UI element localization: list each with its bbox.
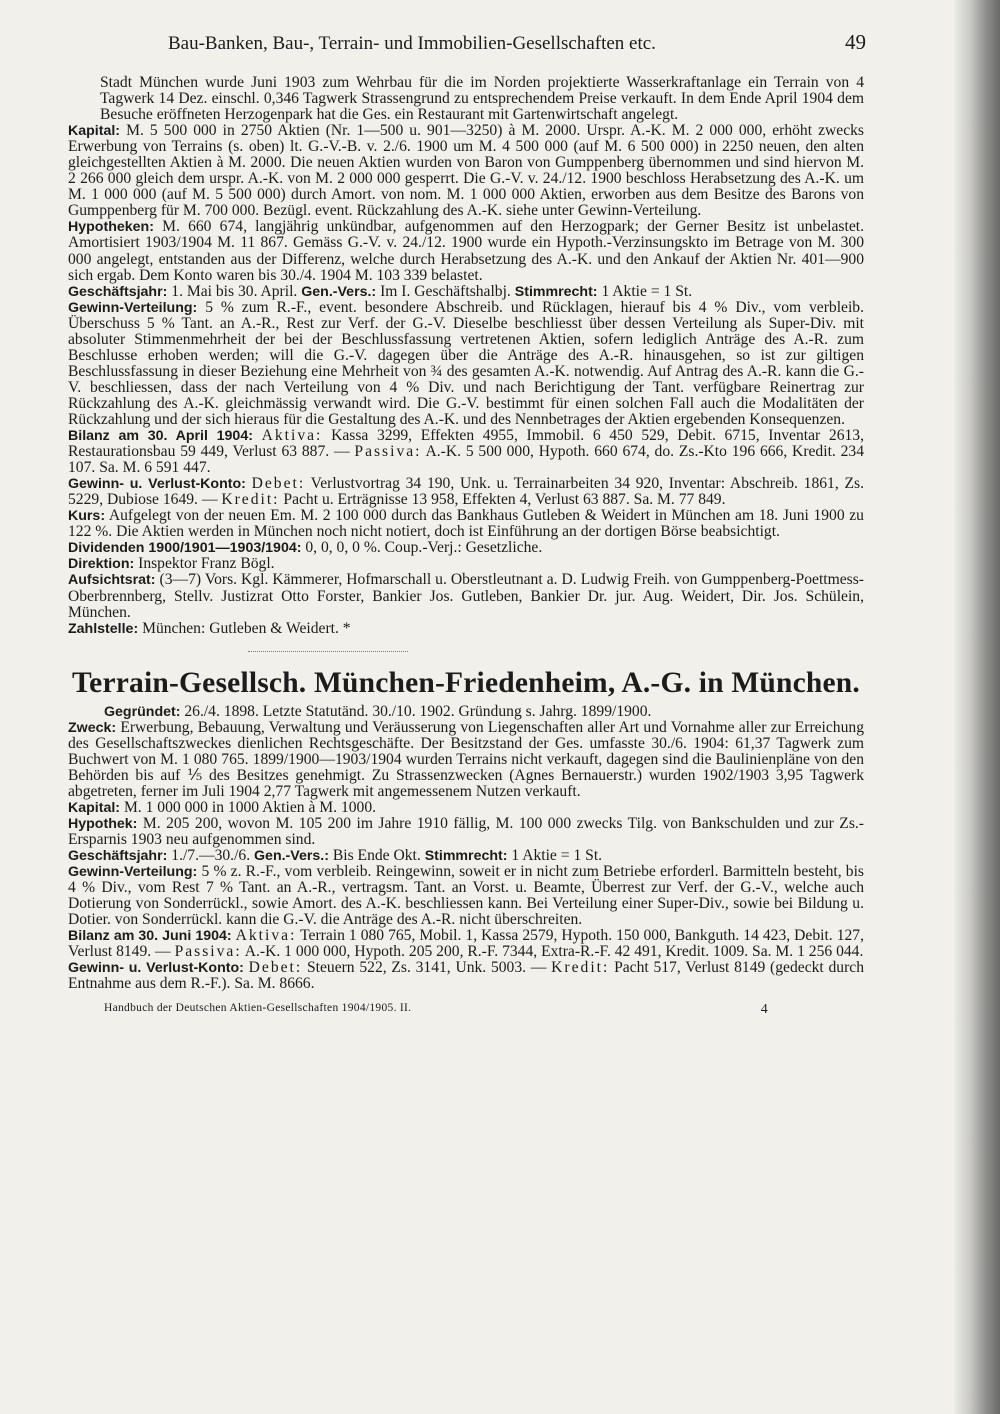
guv-kredit: Pacht u. Erträgnisse 13 958, Effekten 4, Verlust 63 887. Sa. M. 77 849. (283, 491, 726, 509)
running-head (168, 30, 864, 55)
aktiva-label: Aktiva: (261, 427, 323, 445)
intro-paragraph: Stadt München wurde Juni 1903 zum Wehrbau für die im Norden projektierte Wasserkraftanlage ein Terrain von 4 Tagwerk 14 Dez. einschl. 0,346 Tagwerk Strassengrund zu entsprechendem Preise verkauft. In dem Ende April 1904 dem Besuche eröffneten Herzogenpark hat die Ges. ein Restaurant mit Gartenwirtschaft angelegt. (100, 74, 864, 124)
dividenden-section (68, 540, 864, 556)
guv2-debet: Steuern 522, Zs. 3141, Unk. 5003. — (306, 959, 547, 977)
kapital2-label: Kapital: (68, 799, 121, 816)
kapital-section (68, 123, 864, 219)
geschaeftsjahr-text: 1. Mai bis 30. April. (171, 282, 298, 300)
entry-friedenheim (68, 666, 864, 993)
hypotheken-label: Hypotheken: (68, 219, 154, 236)
page-number: 49 (845, 30, 866, 54)
dividenden-text: 0, 0, 0, 0 %. Coup.-Verj.: Gesetzliche. (305, 539, 543, 557)
direktion-label: Direktion: (68, 556, 135, 573)
kapital-label: Kapital: (68, 123, 121, 140)
zahlstelle-section (68, 621, 864, 637)
kapital-text: M. 5 500 000 in 2750 Aktien (Nr. 1—500 u. 901—3250) à M. 2000. Urspr. A.-K. M. 2 000 000, erhöht zwecks Erwerbung von Terrains (s. oben) lt. G.-V.-B. v. 2./6. 1900 um M. 4 500 000 (auf M. 6 500 000) in 2250 neuen, den alten gleichgestellten Aktien à M. 2000. Die neuen Aktien wurden von Baron von Gumppenberg übernommen und sind hiervon M. 2 266 000 gleich dem urspr. A.-K. von M. 2 000 000 gesperrt. Die G.-V. v. 24./12. 1900 beschloss Herabsetzung des A.-K. um M. 1 000 000 (auf M. 5 500 000) durch Amort. von nom. M. 1 000 000 Aktien, erworben aus dem Besitze des Barons von Gumppenberg für M. 700 000. Bezügl. event. Rückzahlung des A.-K. siehe unter Gewinn-Verteilung. (68, 122, 864, 220)
passiva-label: Passiva: (354, 443, 422, 461)
zweck-section (68, 720, 864, 800)
bilanz-passiva: A.-K. 5 500 000, Hypoth. 660 674, do. Zs.-Kto 196 666, Kredit. 234 107. Sa. M. 6 591 447. (68, 443, 865, 477)
zahlstelle-label: Zahlstelle: (68, 620, 139, 637)
aufsichtsrat-section (68, 572, 864, 620)
geschaeftsjahr-section (68, 284, 864, 300)
stimmrecht2-label: Stimmrecht: (424, 848, 508, 865)
footer-book-title: Handbuch der Deutschen Aktien-Gesellschaften 1904/1905. II. (104, 1002, 412, 1015)
gegruendet-text: 26./4. 1898. Letzte Statutänd. 30./10. 1902. Gründung s. Jahrg. 1899/1900. (184, 702, 652, 720)
kurs-label: Kurs: (68, 508, 106, 525)
entry-herzogpark (68, 75, 864, 637)
zweck-text: Erwerbung, Bebauung, Verwaltung und Veräusserung von Liegenschaften aller Art und Vornahme aller zur Erreichung des Gesellschaftszweckes dienlichen Rechtsgeschäfte. Der Besitzstand der Ges. umfasste 30./6. 1904: 61,37 Tagwerk zum Buchwert von M. 1 080 765. 1899/1900—1903/1904 wurden Terrains nicht verkauft, dagegen sind die Baulinienpläne von den Behörden bis auf ⅕ des Besitzes genehmigt. Zu Strassenzwecken (Agnes Bernauerstr.) wurden 1902/1903 3,95 Tagwerk abgetreten, ferner im Juli 1904 2,77 Tagwerk mit angemessenem Nutzen verkauft. (68, 718, 864, 800)
bilanz-label: Bilanz am 30. April 1904: (68, 428, 253, 445)
guv-debet: Verlustvortrag 34 190, Unk. u. Terrainarbeiten 34 920, Inventar: Abschreib. 1861, Zs. 5229, Dubiose 1649. — (68, 475, 864, 509)
hypotheken-section (68, 219, 864, 283)
geschaeftsjahr2-section (68, 848, 864, 864)
entry-divider (248, 651, 408, 652)
gewinn2-label: Gewinn-Verteilung: (68, 864, 198, 881)
page-edge-shadow (954, 0, 1000, 1414)
guv2-label: Gewinn- u. Verlust-Konto: (68, 960, 244, 977)
dividenden-label: Dividenden 1900/1901—1903/1904: (68, 540, 302, 557)
genvers2-label: Gen.-Vers.: (254, 848, 329, 865)
guv-label: Gewinn- u. Verlust-Konto: (68, 476, 246, 493)
zweck-label: Zweck: (68, 719, 117, 736)
aufsichtsrat-label: Aufsichtsrat: (68, 572, 156, 589)
gewinn2-text: 5 % z. R.-F., vom verbleib. Reingewinn, soweit er in nicht zum Betriebe erforderl. Barmitteln besteht, bis 4 % Div., vom Rest 7 % Tant. an A.-R., vertragsm. Tant. an Vorst. u. Beamte, Überrest zur Verf. der G.-V., welche auch Dotierung von Sonderrückl., sowie Amort. des A.-K. beschliessen kann. Bei Verteilung einer Super-Div., sowie bei Bildung u. Dotier. von Sonderrückl. kann die G.-V. die Anträge des A.-R. nicht überschreiten. (68, 863, 864, 929)
gewinn-label: Gewinn-Verteilung: (68, 299, 198, 316)
genvers2-text: Bis Ende Okt. (332, 847, 421, 865)
bilanz2-section (68, 928, 864, 960)
company-title: Terrain-Gesellsch. München-Friedenheim, A.-G. in München. (72, 666, 860, 699)
book-page (68, 30, 864, 1018)
bilanz-section (68, 428, 864, 476)
stimmrecht-text: 1 Aktie = 1 St. (601, 282, 693, 300)
aktiva2-label: Aktiva: (235, 927, 297, 945)
kurs-section (68, 508, 864, 540)
direktion-section (68, 556, 864, 572)
footer-sheet-number: 4 (760, 1002, 768, 1018)
stimmrecht-label: Stimmrecht: (514, 283, 598, 300)
passiva2-label: Passiva: (174, 943, 242, 961)
kredit2-label: Kredit: (551, 959, 610, 977)
page-footer (104, 1002, 768, 1018)
gegruendet-label: Gegründet: (104, 703, 181, 720)
genvers-text: Im I. Geschäftshalbj. (380, 282, 511, 300)
aufsichtsrat-text: (3—7) Vors. Kgl. Kämmerer, Hofmarschall u. Oberstleutnant a. D. Ludwig Freih. von Gumppenberg-Poettmess-Oberbrennberg, Stellv. Justizrat Otto Forster, Bankier Jos. Gutleben, Bankier Dr. jur. Aug. Weidert, Dir. Jos. Schülein, München. (68, 571, 864, 621)
genvers-label: Gen.-Vers.: (301, 283, 377, 300)
bilanz2-aktiva: Terrain 1 080 765, Mobil. 1, Kassa 2579, Hypoth. 150 000, Bankguth. 14 423, Debit. 127, Verlust 8149. — (68, 927, 864, 961)
geschaeftsjahr2-text: 1./7.—30./6. (171, 847, 251, 865)
gewinn-section (68, 300, 864, 428)
kurs-text: Aufgelegt von der neuen Em. M. 2 100 000 durch das Bankhaus Gutleben & Weidert in München am 18. Juni 1900 zu 122 %. Die Aktien werden in München noch nicht notiert, doch ist Einführung an der dortigen Börse beabsichtigt. (68, 507, 864, 541)
hypothek-section (68, 816, 864, 848)
end-mark: * (342, 619, 351, 637)
gewinn2-section (68, 864, 864, 928)
bilanz2-label: Bilanz am 30. Juni 1904: (68, 928, 232, 945)
hypothek-text: M. 205 200, wovon M. 105 200 im Jahre 1910 fällig, M. 100 000 zwecks Tilg. von Bankschulden und zur Zs.-Ersparnis 1903 neu aufgenommen sind. (68, 814, 864, 849)
gegruendet-section (104, 704, 864, 720)
guv2-kredit: Pacht 517, Verlust 8149 (gedeckt durch Entnahme aus dem R.-F.). Sa. M. 8666. (68, 959, 864, 993)
guv2-section (68, 960, 864, 992)
gewinn-text: 5 % zum R.-F., event. besondere Abschreib. und Rücklagen, hierauf bis 4 % Div., vom verbleib. Überschuss 5 % Tant. an A.-R., Rest zur Verf. der G.-V. Dieselbe beschliesst über dessen Verteilung als Super-Div. mit absoluter Stimmenmehrheit der bei der Beschlussfassung vertretenen Aktien, sofern lediglich Anträge des A.-R. zum Beschlusse erhoben werden; will die G.-V. dagegen über die Anträge des A.-R. hinausgehen, so ist zur giltigen Beschlussfassung in dieser Beziehung eine Mehrheit von ¾ des gesamten A.-K. notwendig. Auf Antrag des A.-R. kann die G.-V. beschliessen, dass der nach Verteilung von 4 % Div. und nach Berichtigung der Tant. verfügbare Reinertrag zur Rückzahlung des A.-K. gleichmässig verwandt wird. Die G.-V. bestimmt für einen solchen Fall auch die Modalitäten der Rückzahlung und der sich hieraus für die Gestaltung des A.-K. und des Nennbetrages der Aktien ergebenden Konsequenzen. (68, 298, 865, 428)
debet-label: Debet: (251, 475, 306, 493)
kapital2-section (68, 800, 864, 816)
kapital2-text: M. 1 000 000 in 1000 Aktien à M. 1000. (123, 798, 377, 816)
kredit-label: Kredit: (221, 491, 280, 509)
zahlstelle-text: München: Gutleben & Weidert. (142, 619, 339, 637)
bilanz-aktiva: Kassa 3299, Effekten 4955, Immobil. 6 450 529, Debit. 6715, Inventar 2613, Restaurationsbau 59 449, Verlust 63 887. — (68, 427, 864, 461)
stimmrecht2-text: 1 Aktie = 1 St. (511, 847, 603, 865)
hypothek-label: Hypothek: (68, 815, 138, 832)
debet2-label: Debet: (248, 959, 303, 977)
direktion-text: Inspektor Franz Bögl. (138, 555, 275, 573)
geschaeftsjahr2-label: Geschäftsjahr: (68, 848, 168, 865)
geschaeftsjahr-label: Geschäftsjahr: (68, 283, 168, 300)
running-title: Bau-Banken, Bau-, Terrain- und Immobilien-Gesellschaften etc. (168, 33, 656, 54)
guv-section (68, 476, 864, 508)
hypotheken-text: M. 660 674, langjährig unkündbar, aufgenommen auf den Herzogpark; der Gerner Besitz ist unbelastet. Amortisiert 1903/1904 M. 11 867. Gemäss G.-V. v. 24./12. 1900 wurde ein Hypoth.-Verzinsungskto im Betrage von M. 300 000 angelegt, entstanden aus der Differenz, welche durch Herabsetzung des A.-K. und den Ankauf der Aktien Nr. 401—900 sich ergab. Dem Konto waren bis 30./4. 1904 M. 103 339 belastet. (68, 218, 864, 284)
bilanz2-passiva: A.-K. 1 000 000, Hypoth. 205 200, R.-F. 7344, Extra-R.-F. 42 491, Kredit. 1009. Sa. M. 1 256 044. (244, 943, 864, 961)
